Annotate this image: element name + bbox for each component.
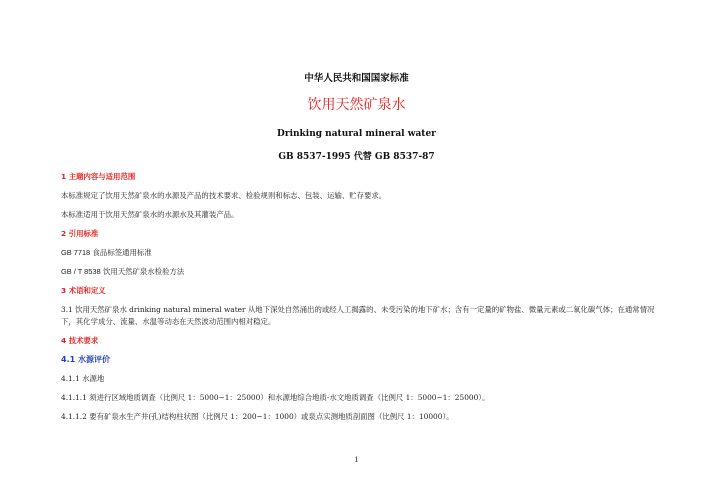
section-3-definition: 3.1 饮用天然矿泉水 drinking natural mineral water 从地下深处自然涌出的或经人工揭露的、未受污染的地下矿水；含有一定量的矿物盐、微量元素或二氧化碳气体；在通常情况下，其化学成分、流量、水温等动态在天然波动范围内相对稳定。 (61, 305, 655, 326)
subsection-4-1-heading: 4.1 水源评价 (61, 355, 110, 364)
section-4-heading: 4 技术要求 (61, 336, 99, 345)
reference-2-code: GB / T 8538 (61, 267, 101, 276)
reference-2-title: 饮用天然矿泉水检验方法 (100, 267, 185, 276)
section-1-paragraph-2: 本标准适用于饮用天然矿泉水的水源水及其灌装产品。 (61, 210, 239, 219)
reference-2 (61, 266, 661, 278)
english-title: Drinking natural mineral water (277, 129, 436, 139)
reference-1-title: 食品标签通用标准 (90, 248, 152, 257)
page-number: 1 (354, 455, 359, 464)
standard-title: 中华人民共和国国家标准 (304, 73, 409, 84)
section-3-heading: 3 术语和定义 (61, 286, 106, 295)
reference-1-code: GB 7718 (61, 248, 91, 257)
reference-1 (61, 247, 661, 259)
section-2-heading: 2 引用标准 (61, 229, 99, 238)
section-1-paragraph-1: 本标准规定了饮用天然矿泉水的水源及产品的技术要求、检验规则和标志、包装、运输、贮存要求。 (61, 191, 387, 200)
section-1-heading: 1 主题内容与适用范围 (61, 172, 136, 181)
document-body (61, 171, 661, 430)
clause-4-1-1-1: 4.1.1.1 须进行区域地质调查（比例尺 1：5000~1：25000）和水源地综合地质-水文地质调查（比例尺 1：5000~1：25000）。 (61, 393, 490, 402)
clause-4-1-1-2: 4.1.1.2 要有矿泉水生产井(孔)结构柱状图（比例尺 1：200~1：1000）或泉点实测地质剖面图（比例尺 1：10000）。 (61, 412, 454, 421)
clause-4-1-1: 4.1.1 水源地 (61, 374, 105, 383)
standard-number: GB 8537-1995 代替 GB 8537-87 (278, 152, 435, 162)
document-title: 饮用天然矿泉水 (307, 97, 406, 113)
